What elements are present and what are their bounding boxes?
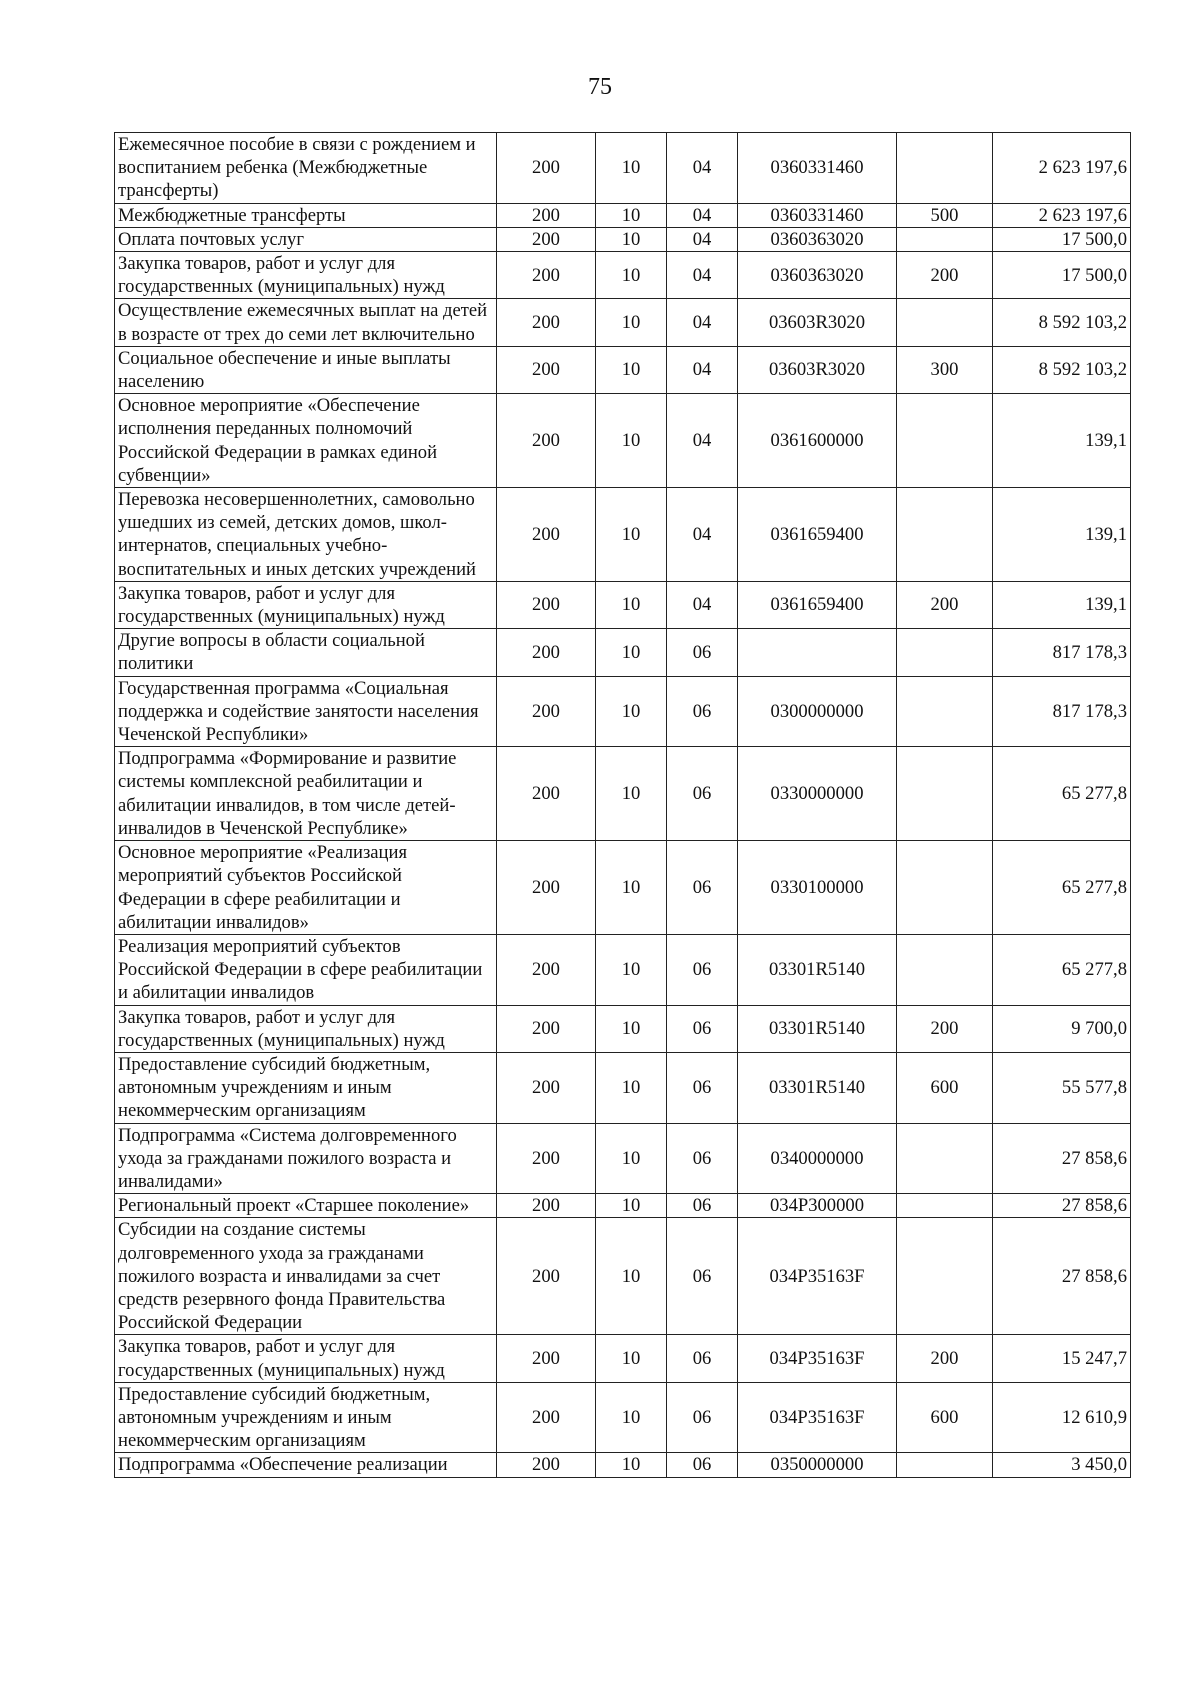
expense-type-cell: 200 [897, 1005, 993, 1052]
amount-cell: 8 592 103,2 [993, 299, 1131, 346]
target-article-cell: 034P300000 [738, 1194, 897, 1218]
item-name-cell: Закупка товаров, работ и услуг для государственных (муниципальных) нужд [115, 252, 497, 299]
expense-type-cell [897, 133, 993, 204]
ministry-code-cell: 200 [497, 629, 596, 676]
target-article-cell: 0350000000 [738, 1453, 897, 1477]
section-code-cell: 10 [596, 133, 667, 204]
expense-type-cell [897, 488, 993, 582]
amount-cell: 17 500,0 [993, 227, 1131, 251]
table-row [115, 1335, 1131, 1382]
target-article-cell: 0360331460 [738, 133, 897, 204]
ministry-code-cell: 200 [497, 227, 596, 251]
target-article-cell: 0360363020 [738, 252, 897, 299]
ministry-code-cell: 200 [497, 1453, 596, 1477]
ministry-code-cell: 200 [497, 581, 596, 628]
table-row [115, 841, 1131, 935]
item-name-cell: Другие вопросы в области социальной политики [115, 629, 497, 676]
target-article-cell: 0360363020 [738, 227, 897, 251]
subsection-code-cell: 04 [667, 252, 738, 299]
section-code-cell: 10 [596, 346, 667, 393]
amount-cell: 65 277,8 [993, 841, 1131, 935]
ministry-code-cell: 200 [497, 747, 596, 841]
expense-type-cell [897, 934, 993, 1005]
target-article-cell [738, 629, 897, 676]
item-name-cell: Предоставление субсидий бюджетным, автономным учреждениям и иным некоммерческим организациям [115, 1052, 497, 1123]
amount-cell: 65 277,8 [993, 747, 1131, 841]
subsection-code-cell: 06 [667, 747, 738, 841]
amount-cell: 139,1 [993, 394, 1131, 488]
expense-type-cell: 200 [897, 252, 993, 299]
expense-type-cell: 200 [897, 581, 993, 628]
target-article-cell: 0300000000 [738, 676, 897, 747]
table-row [115, 1052, 1131, 1123]
section-code-cell: 10 [596, 747, 667, 841]
section-code-cell: 10 [596, 394, 667, 488]
subsection-code-cell: 04 [667, 394, 738, 488]
item-name-cell: Закупка товаров, работ и услуг для государственных (муниципальных) нужд [115, 1335, 497, 1382]
amount-cell: 27 858,6 [993, 1194, 1131, 1218]
subsection-code-cell: 06 [667, 1123, 738, 1194]
section-code-cell: 10 [596, 629, 667, 676]
section-code-cell: 10 [596, 841, 667, 935]
target-article-cell: 034P35163F [738, 1382, 897, 1453]
section-code-cell: 10 [596, 676, 667, 747]
item-name-cell: Государственная программа «Социальная поддержка и содействие занятости населения Чеченской Республики» [115, 676, 497, 747]
subsection-code-cell: 06 [667, 934, 738, 1005]
ministry-code-cell: 200 [497, 299, 596, 346]
expense-type-cell [897, 299, 993, 346]
target-article-cell: 0330100000 [738, 841, 897, 935]
table-row [115, 227, 1131, 251]
ministry-code-cell: 200 [497, 1382, 596, 1453]
target-article-cell: 03603R3020 [738, 346, 897, 393]
subsection-code-cell: 06 [667, 841, 738, 935]
amount-cell: 12 610,9 [993, 1382, 1131, 1453]
item-name-cell: Социальное обеспечение и иные выплаты населению [115, 346, 497, 393]
subsection-code-cell: 06 [667, 1335, 738, 1382]
table-row [115, 581, 1131, 628]
budget-table [114, 132, 1131, 1478]
section-code-cell: 10 [596, 488, 667, 582]
amount-cell: 65 277,8 [993, 934, 1131, 1005]
target-article-cell: 0361600000 [738, 394, 897, 488]
expense-type-cell [897, 1194, 993, 1218]
section-code-cell: 10 [596, 1005, 667, 1052]
ministry-code-cell: 200 [497, 346, 596, 393]
item-name-cell: Региональный проект «Старшее поколение» [115, 1194, 497, 1218]
expense-type-cell: 600 [897, 1382, 993, 1453]
expense-type-cell [897, 227, 993, 251]
section-code-cell: 10 [596, 1052, 667, 1123]
ministry-code-cell: 200 [497, 488, 596, 582]
section-code-cell: 10 [596, 299, 667, 346]
ministry-code-cell: 200 [497, 1194, 596, 1218]
target-article-cell: 03301R5140 [738, 934, 897, 1005]
expense-type-cell [897, 1218, 993, 1335]
ministry-code-cell: 200 [497, 1052, 596, 1123]
table-row [115, 1194, 1131, 1218]
item-name-cell: Реализация мероприятий субъектов Российской Федерации в сфере реабилитации и абилитации инвалидов [115, 934, 497, 1005]
target-article-cell: 0340000000 [738, 1123, 897, 1194]
expense-type-cell [897, 1453, 993, 1477]
subsection-code-cell: 04 [667, 299, 738, 346]
subsection-code-cell: 06 [667, 1382, 738, 1453]
section-code-cell: 10 [596, 1123, 667, 1194]
ministry-code-cell: 200 [497, 841, 596, 935]
amount-cell: 139,1 [993, 581, 1131, 628]
target-article-cell: 0361659400 [738, 581, 897, 628]
expense-type-cell: 200 [897, 1335, 993, 1382]
target-article-cell: 034P35163F [738, 1218, 897, 1335]
ministry-code-cell: 200 [497, 133, 596, 204]
ministry-code-cell: 200 [497, 1218, 596, 1335]
item-name-cell: Основное мероприятие «Обеспечение исполнения переданных полномочий Российской Федерации в рамках единой субвенции» [115, 394, 497, 488]
section-code-cell: 10 [596, 1335, 667, 1382]
item-name-cell: Закупка товаров, работ и услуг для государственных (муниципальных) нужд [115, 581, 497, 628]
expense-type-cell [897, 676, 993, 747]
expense-type-cell [897, 394, 993, 488]
amount-cell: 2 623 197,6 [993, 203, 1131, 227]
table-row [115, 1123, 1131, 1194]
item-name-cell: Предоставление субсидий бюджетным, автономным учреждениям и иным некоммерческим организациям [115, 1382, 497, 1453]
item-name-cell: Субсидии на создание системы долговременного ухода за гражданами пожилого возраста и инвалидами за счет средств резервного фонда Правительства Российской Федерации [115, 1218, 497, 1335]
expense-type-cell [897, 841, 993, 935]
subsection-code-cell: 04 [667, 581, 738, 628]
section-code-cell: 10 [596, 581, 667, 628]
amount-cell: 27 858,6 [993, 1218, 1131, 1335]
section-code-cell: 10 [596, 203, 667, 227]
table-row [115, 934, 1131, 1005]
item-name-cell: Подпрограмма «Обеспечение реализации [115, 1453, 497, 1477]
target-article-cell: 0330000000 [738, 747, 897, 841]
amount-cell: 15 247,7 [993, 1335, 1131, 1382]
target-article-cell: 0361659400 [738, 488, 897, 582]
item-name-cell: Перевозка несовершеннолетних, самовольно ушедших из семей, детских домов, школ-интернатов, специальных учебно-воспитательных и иных детских учреждений [115, 488, 497, 582]
expense-type-cell: 600 [897, 1052, 993, 1123]
amount-cell: 17 500,0 [993, 252, 1131, 299]
table-row [115, 676, 1131, 747]
subsection-code-cell: 06 [667, 1218, 738, 1335]
item-name-cell: Ежемесячное пособие в связи с рождением и воспитанием ребенка (Межбюджетные трансферты) [115, 133, 497, 204]
ministry-code-cell: 200 [497, 203, 596, 227]
amount-cell: 2 623 197,6 [993, 133, 1131, 204]
amount-cell: 27 858,6 [993, 1123, 1131, 1194]
section-code-cell: 10 [596, 1194, 667, 1218]
subsection-code-cell: 06 [667, 1453, 738, 1477]
table-row [115, 1005, 1131, 1052]
subsection-code-cell: 06 [667, 1052, 738, 1123]
table-row [115, 394, 1131, 488]
section-code-cell: 10 [596, 934, 667, 1005]
section-code-cell: 10 [596, 1453, 667, 1477]
ministry-code-cell: 200 [497, 934, 596, 1005]
target-article-cell: 0360331460 [738, 203, 897, 227]
ministry-code-cell: 200 [497, 1005, 596, 1052]
subsection-code-cell: 06 [667, 1194, 738, 1218]
subsection-code-cell: 04 [667, 346, 738, 393]
amount-cell: 8 592 103,2 [993, 346, 1131, 393]
expense-type-cell: 500 [897, 203, 993, 227]
amount-cell: 817 178,3 [993, 676, 1131, 747]
item-name-cell: Оплата почтовых услуг [115, 227, 497, 251]
subsection-code-cell: 06 [667, 676, 738, 747]
ministry-code-cell: 200 [497, 394, 596, 488]
ministry-code-cell: 200 [497, 676, 596, 747]
budget-table-body [115, 133, 1131, 1478]
section-code-cell: 10 [596, 1218, 667, 1335]
expense-type-cell [897, 1123, 993, 1194]
ministry-code-cell: 200 [497, 1123, 596, 1194]
expense-type-cell [897, 629, 993, 676]
amount-cell: 55 577,8 [993, 1052, 1131, 1123]
item-name-cell: Основное мероприятие «Реализация мероприятий субъектов Российской Федерации в сфере реабилитации и абилитации инвалидов» [115, 841, 497, 935]
table-row [115, 252, 1131, 299]
item-name-cell: Осуществление ежемесячных выплат на детей в возрасте от трех до семи лет включительно [115, 299, 497, 346]
table-row [115, 299, 1131, 346]
item-name-cell: Подпрограмма «Формирование и развитие системы комплексной реабилитации и абилитации инвалидов, в том числе детей-инвалидов в Чеченской Республике» [115, 747, 497, 841]
target-article-cell: 03603R3020 [738, 299, 897, 346]
table-row [115, 133, 1131, 204]
item-name-cell: Закупка товаров, работ и услуг для государственных (муниципальных) нужд [115, 1005, 497, 1052]
target-article-cell: 03301R5140 [738, 1052, 897, 1123]
subsection-code-cell: 06 [667, 1005, 738, 1052]
expense-type-cell: 300 [897, 346, 993, 393]
subsection-code-cell: 04 [667, 203, 738, 227]
section-code-cell: 10 [596, 227, 667, 251]
item-name-cell: Межбюджетные трансферты [115, 203, 497, 227]
amount-cell: 9 700,0 [993, 1005, 1131, 1052]
expense-type-cell [897, 747, 993, 841]
target-article-cell: 03301R5140 [738, 1005, 897, 1052]
section-code-cell: 10 [596, 252, 667, 299]
section-code-cell: 10 [596, 1382, 667, 1453]
table-row [115, 203, 1131, 227]
table-row [115, 346, 1131, 393]
subsection-code-cell: 04 [667, 227, 738, 251]
item-name-cell: Подпрограмма «Система долговременного ухода за гражданами пожилого возраста и инвалидами» [115, 1123, 497, 1194]
ministry-code-cell: 200 [497, 252, 596, 299]
table-row [115, 1382, 1131, 1453]
subsection-code-cell: 04 [667, 133, 738, 204]
ministry-code-cell: 200 [497, 1335, 596, 1382]
table-row [115, 488, 1131, 582]
amount-cell: 817 178,3 [993, 629, 1131, 676]
table-row [115, 1218, 1131, 1335]
subsection-code-cell: 04 [667, 488, 738, 582]
target-article-cell: 034P35163F [738, 1335, 897, 1382]
table-row [115, 747, 1131, 841]
table-row [115, 629, 1131, 676]
amount-cell: 3 450,0 [993, 1453, 1131, 1477]
subsection-code-cell: 06 [667, 629, 738, 676]
page-number: 75 [588, 74, 612, 100]
table-row [115, 1453, 1131, 1477]
amount-cell: 139,1 [993, 488, 1131, 582]
